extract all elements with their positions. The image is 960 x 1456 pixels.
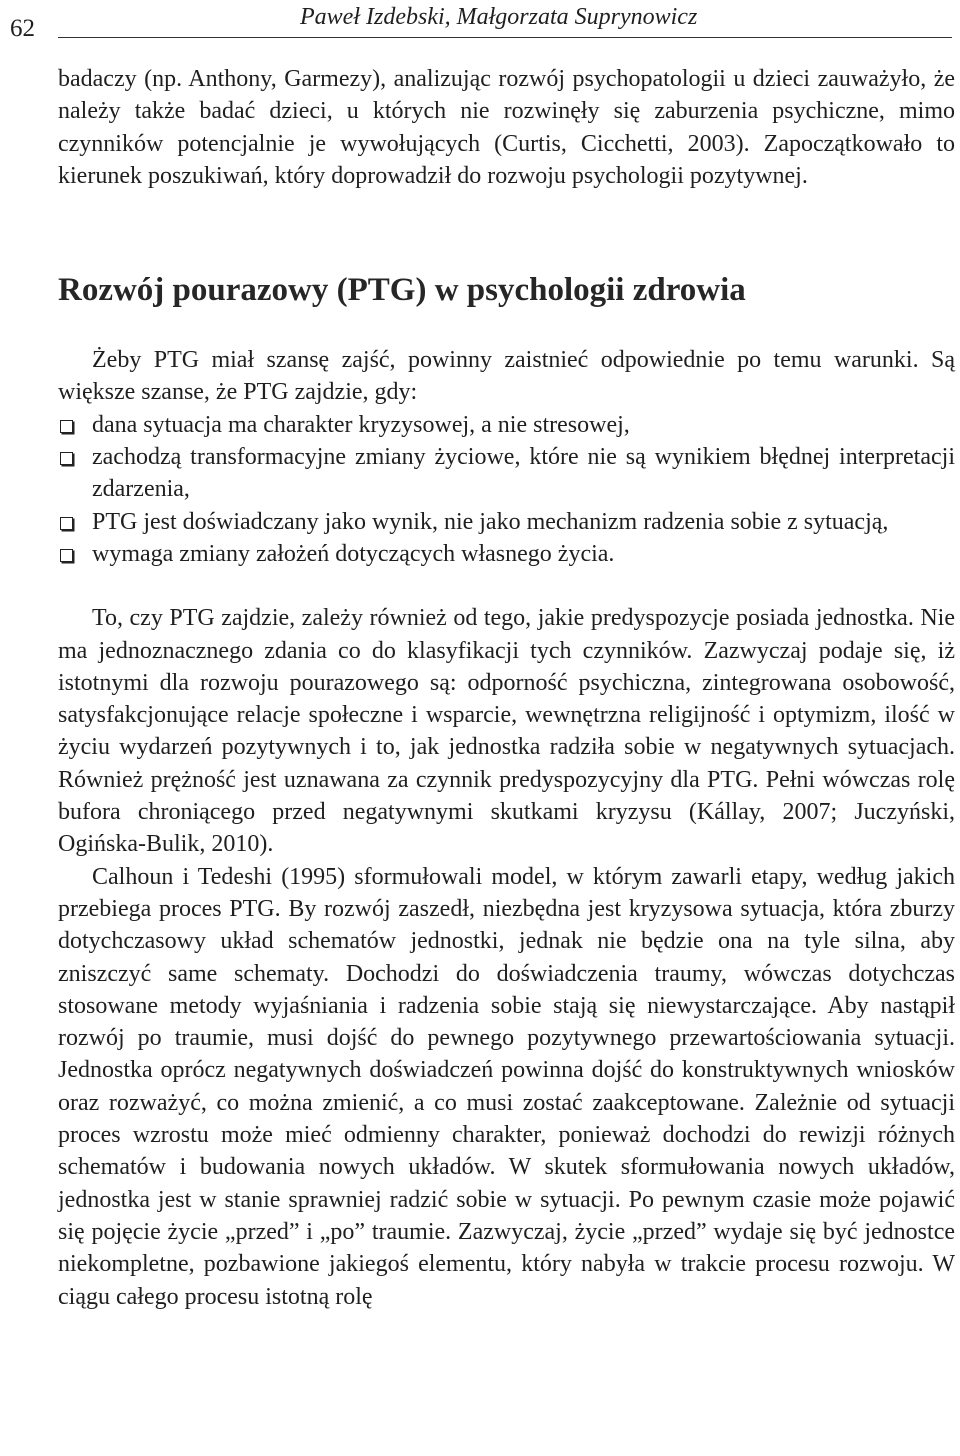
- checkbox-bullet-icon: [60, 549, 73, 562]
- list-item: [58, 538, 955, 570]
- list-item-text: wymaga zmiany założeń dotyczących własnego życia.: [92, 540, 615, 567]
- section-heading: Rozwój pourazowy (PTG) w psychologii zdrowia: [58, 272, 746, 309]
- paragraph-predispositions: To, czy PTG zajdzie, zależy również od tego, jakie predyspozycje posiada jednostka. Nie ma jednoznacznego zdania co do klasyfikacji tych czynników. Zazwyczaj podaje się, iż istotnymi dla rozwoju pourazowego są: odporność psychiczna, zintegrowana osobowość, satysfakcjonujące relacje społeczne i wsparcie, wewnętrzna religijność i optymizm, ilość w życiu wydarzeń pozytywnych i to, jak jednostka radziła sobie w negatywnych sytuacjach. Również prężność jest uznawana za czynnik predyspozycyjny dla PTG. Pełni wówczas rolę bufora chroniącego przed negatywnymi skutkami kryzysu (Kállay, 2007; Juczyński, Ogińska-Bulik, 2010).: [58, 605, 955, 858]
- running-head-authors: Paweł Izdebski, Małgorzata Suprynowicz: [300, 4, 698, 30]
- paragraph-continuation: badaczy (np. Anthony, Garmezy), analizując rozwój psychopatologii u dzieci zauważyło, że należy także badać dzieci, u których nie rozwinęły się zaburzenia psychiczne, mimo czynników potencjalnie je wywołujących (Curtis, Cicchetti, 2003). Zapoczątkowało to kierunek poszukiwań, który doprowadził do rozwoju psychologii pozytywnej.: [58, 66, 955, 189]
- list-item-text: zachodzą transformacyjne zmiany życiowe, które nie są wynikiem błędnej interpretacji zdarzenia,: [92, 444, 955, 503]
- page-header: [10, 0, 952, 40]
- list-item: [58, 409, 955, 441]
- header-rule: [58, 37, 952, 38]
- body-text: [58, 63, 955, 1313]
- conditions-list: [58, 409, 955, 570]
- paragraph-conditions-intro: Żeby PTG miał szansę zajść, powinny zaistnieć odpowiednie po temu warunki. Są większe szanse, że PTG zajdzie, gdy:: [58, 347, 955, 406]
- list-item: [58, 441, 955, 506]
- list-item: [58, 506, 955, 538]
- paragraph-spacer: [58, 570, 955, 602]
- checkbox-bullet-icon: [60, 452, 73, 465]
- checkbox-bullet-icon: [60, 420, 73, 433]
- list-item-text: PTG jest doświadczany jako wynik, nie jako mechanizm radzenia sobie z sytuacją,: [92, 508, 889, 535]
- list-item-text: dana sytuacja ma charakter kryzysowej, a nie stresowej,: [92, 411, 630, 438]
- checkbox-bullet-icon: [60, 517, 73, 530]
- page-number: 62: [10, 15, 35, 42]
- paragraph-model: Calhoun i Tedeshi (1995) sformułowali model, w którym zawarli etapy, według jakich przebiega proces PTG. By rozwój zaszedł, niezbędna jest kryzysowa sytuacja, która zburzy dotychczasowy układ schematów jednostki, jednak nie będzie ona na tyle silna, aby zniszczyć same schematy. Dochodzi do doświadczenia traumy, wówczas dotychczas stosowane metody wyjaśniania i radzenia sobie stają się niewystarczające. Aby nastąpił rozwój po traumie, musi dojść do pewnego pozytywnego przewartościowania sytuacji. Jednostka oprócz negatywnych doświadczeń powinna dojść do konstruktywnych wniosków oraz rozważyć, co można zmienić, a co musi zostać zaakceptowane. Zależnie od sytuacji proces wzrostu może mieć odmienny charakter, ponieważ dochodzi do rewizji różnych schematów i budowania nowych układów. W skutek sformułowania nowych układów, jednostka jest w stanie sprawniej radzić sobie w sytuacji. Po pewnym czasie może pojawić się pojęcie życie „przed” i „po” traumie. Zazwyczaj, życie „przed” wydaje się być jednostce niekompletne, pozbawione jakiegoś elementu, który nabyła w trakcie procesu rozwoju. W ciągu całego procesu istotną rolę: [58, 863, 955, 1310]
